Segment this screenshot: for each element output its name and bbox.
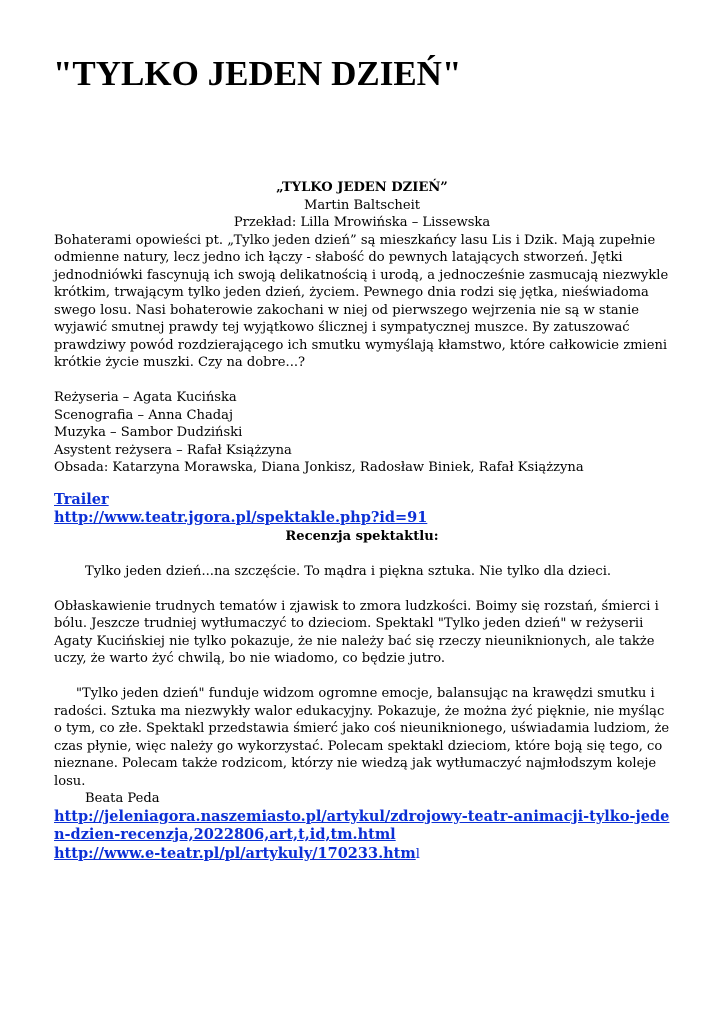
page-title: "TYLKO JEDEN DZIEŃ"	[53, 54, 462, 93]
play-description: Bohaterami opowieści pt. „Tylko jeden dzień” są mieszkańcy lasu Lis i Dzik. Mają zupełnie odmienne natury, lecz jedno ich łączy - słabość do pewnych latających stworzeń. Jętki jednodniówki fascynują ich swoją delikatnością i urodą, a jednocześnie zasmucają niezwykle krótkim, trwającym tylko jeden dzień, życiem. Pewnego dnia rodzi się jętka, nieświadoma swego losu. Nasi bohaterowie zakochani w niej od pierwszego wejrzenia nie są w stanie wyjawić smutnej prawdy tej wyjątkowo ślicznej i sympatycznej muszce. By zatuszować prawdziwy powód rozdzierającego ich smutku wymyślają kłamstwo, które całkowicie zmieni krótkie życie muszki. Czy na dobre...?	[54, 232, 669, 370]
play-translation: Przekład: Lilla Mrowińska – Lissewska	[233, 215, 491, 230]
review-author: Beata Peda	[85, 791, 160, 806]
source-link-e-teatr[interactable]: http://www.e-teatr.pl/pl/artykuly/170233.htm	[54, 844, 416, 862]
play-author: Martin Baltscheit	[303, 197, 421, 213]
source-link-e-teatr-tail: l	[415, 846, 420, 862]
review-heading: Recenzja spektaktlu:	[285, 528, 439, 544]
credit-assistant-director: Asystent reżysera – Rafał Książzyna	[54, 442, 292, 458]
review-paragraph-1: Tylko jeden dzień...na szczęście. To mądra i piękna sztuka. Nie tylko dla dzieci.	[85, 563, 612, 579]
review-paragraph-3: "Tylko jeden dzień" funduje widzom ogromne emocje, balansując na krawędzi smutku i radości. Sztuka ma niezwykły walor edukacyjny. Pokazuje, że można żyć pięknie, nie myśląc o tym, co złe. Spektakl przedstawia śmierć jako coś nieuniknionego, uświadamia ludziom, że czas płynie, więc należy go wykorzystać. Polecam spektakl dzieciom, które boją się tego, co nieznane. Polecam także rodzicom, którzy nie wiedzą jak wytłumaczyć najmłodszym koleje losu.	[54, 686, 670, 789]
trailer-link[interactable]: Trailer	[54, 490, 109, 508]
credit-music: Muzyka – Sambor Dudziński	[54, 425, 243, 440]
spektakl-page-link[interactable]: http://www.teatr.jgora.pl/spektakle.php?id=91	[54, 509, 428, 526]
play-title: „TYLKO JEDEN DZIEŃ”	[276, 180, 448, 195]
source-link-naszemiasto[interactable]: http://jeleniagora.naszemiasto.pl/artykul/zdrojowy-teatr-animacji-tylko-jeden-dzien-recenzja,2022806,art,t,id,tm.html	[54, 807, 670, 843]
document-body	[54, 179, 670, 863]
credit-direction: Reżyseria – Agata Kucińska	[54, 390, 237, 405]
review-paragraph-2: Obłaskawienie trudnych tematów i zjawisk to zmora ludzkości. Boimy się rozstań, śmierci i bólu. Jeszcze trudniej wytłumaczyć to dzieciom. Spektakl "Tylko jeden dzień" w reżyserii Agaty Kucińskiej nie tylko pokazuje, że nie należy bać się rzeczy nieuniknionych, ale także uczy, że warto żyć chwilą, bo nie wiadomo, co będzie jutro.	[54, 598, 659, 666]
credit-cast: Obsada: Katarzyna Morawska, Diana Jonkisz, Radosław Biniek, Rafał Książzyna	[54, 460, 584, 475]
credit-scenography: Scenografia – Anna Chadaj	[54, 407, 234, 423]
